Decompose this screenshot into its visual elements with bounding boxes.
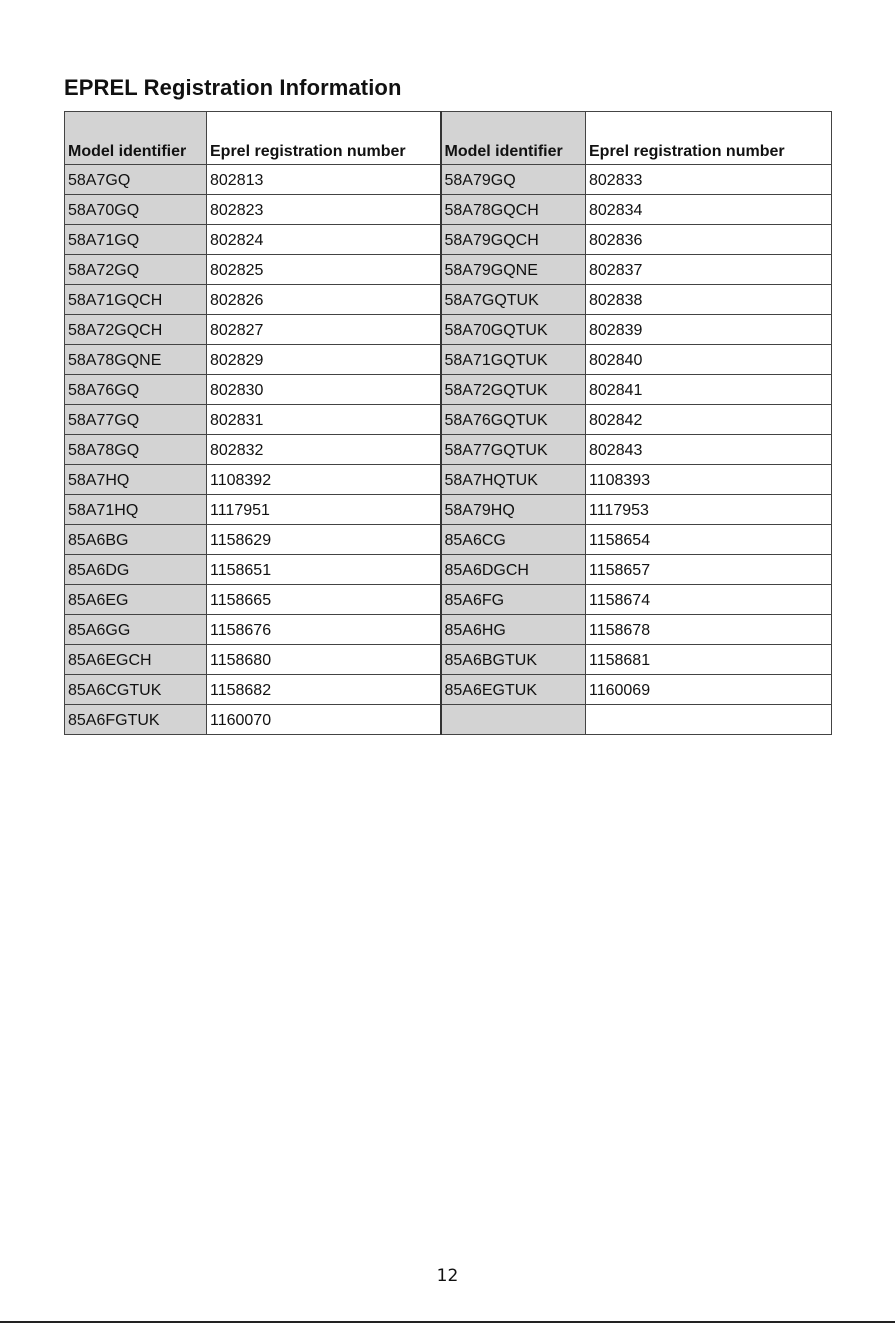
- model-identifier-cell: [441, 705, 586, 735]
- eprel-number-cell: 802842: [586, 405, 832, 435]
- model-identifier-cell: 58A77GQ: [65, 405, 207, 435]
- table-row: [65, 165, 832, 195]
- model-identifier-cell: 58A72GQTUK: [441, 375, 586, 405]
- eprel-number-cell: 802843: [586, 435, 832, 465]
- eprel-number-cell: 1160069: [586, 675, 832, 705]
- model-identifier-cell: 85A6EGCH: [65, 645, 207, 675]
- column-header-eprel-number: Eprel registration number: [207, 112, 441, 165]
- model-identifier-cell: 85A6DGCH: [441, 555, 586, 585]
- model-identifier-cell: 58A71HQ: [65, 495, 207, 525]
- eprel-registration-table: [64, 111, 832, 735]
- eprel-number-cell: 802813: [207, 165, 441, 195]
- bottom-rule: [0, 1321, 895, 1323]
- eprel-number-cell: 802826: [207, 285, 441, 315]
- eprel-number-cell: 802832: [207, 435, 441, 465]
- eprel-number-cell: 1158657: [586, 555, 832, 585]
- eprel-number-cell: 1158676: [207, 615, 441, 645]
- table-row: [65, 615, 832, 645]
- table-row: [65, 675, 832, 705]
- eprel-number-cell: 1158682: [207, 675, 441, 705]
- model-identifier-cell: 58A70GQ: [65, 195, 207, 225]
- eprel-number-cell: 802827: [207, 315, 441, 345]
- table-body: [65, 165, 832, 735]
- table-row: [65, 645, 832, 675]
- eprel-number-cell: [586, 705, 832, 735]
- model-identifier-cell: 85A6GG: [65, 615, 207, 645]
- eprel-number-cell: 802841: [586, 375, 832, 405]
- table-row: [65, 285, 832, 315]
- table-row: [65, 705, 832, 735]
- eprel-number-cell: 802829: [207, 345, 441, 375]
- model-identifier-cell: 58A78GQNE: [65, 345, 207, 375]
- model-identifier-cell: 85A6CG: [441, 525, 586, 555]
- table-row: [65, 405, 832, 435]
- eprel-number-cell: 1158678: [586, 615, 832, 645]
- model-identifier-cell: 58A79GQ: [441, 165, 586, 195]
- table-row: [65, 375, 832, 405]
- table-row: [65, 315, 832, 345]
- table-row: [65, 495, 832, 525]
- eprel-number-cell: 1158680: [207, 645, 441, 675]
- eprel-number-cell: 802839: [586, 315, 832, 345]
- eprel-number-cell: 1117953: [586, 495, 832, 525]
- model-identifier-cell: 58A76GQTUK: [441, 405, 586, 435]
- eprel-number-cell: 1108392: [207, 465, 441, 495]
- eprel-number-cell: 1158651: [207, 555, 441, 585]
- model-identifier-cell: 58A7GQTUK: [441, 285, 586, 315]
- table-row: [65, 525, 832, 555]
- table-row: [65, 585, 832, 615]
- eprel-number-cell: 802833: [586, 165, 832, 195]
- model-identifier-cell: 85A6BGTUK: [441, 645, 586, 675]
- table-row: [65, 195, 832, 225]
- table-row: [65, 465, 832, 495]
- model-identifier-cell: 85A6CGTUK: [65, 675, 207, 705]
- eprel-number-cell: 1158654: [586, 525, 832, 555]
- eprel-number-cell: 1117951: [207, 495, 441, 525]
- model-identifier-cell: 58A7HQ: [65, 465, 207, 495]
- model-identifier-cell: 85A6FG: [441, 585, 586, 615]
- model-identifier-cell: 58A79HQ: [441, 495, 586, 525]
- column-header-model-identifier: Model identifier: [65, 112, 207, 165]
- eprel-number-cell: 802831: [207, 405, 441, 435]
- eprel-number-cell: 802837: [586, 255, 832, 285]
- model-identifier-cell: 58A77GQTUK: [441, 435, 586, 465]
- model-identifier-cell: 58A7HQTUK: [441, 465, 586, 495]
- column-header-model-identifier: Model identifier: [441, 112, 586, 165]
- model-identifier-cell: 58A72GQCH: [65, 315, 207, 345]
- model-identifier-cell: 58A71GQTUK: [441, 345, 586, 375]
- model-identifier-cell: 58A72GQ: [65, 255, 207, 285]
- eprel-number-cell: 802840: [586, 345, 832, 375]
- model-identifier-cell: 58A79GQCH: [441, 225, 586, 255]
- model-identifier-cell: 58A78GQ: [65, 435, 207, 465]
- eprel-number-cell: 802836: [586, 225, 832, 255]
- model-identifier-cell: 58A78GQCH: [441, 195, 586, 225]
- model-identifier-cell: 85A6EGTUK: [441, 675, 586, 705]
- model-identifier-cell: 58A70GQTUK: [441, 315, 586, 345]
- eprel-number-cell: 802823: [207, 195, 441, 225]
- model-identifier-cell: 58A71GQ: [65, 225, 207, 255]
- model-identifier-cell: 85A6HG: [441, 615, 586, 645]
- table-row: [65, 555, 832, 585]
- eprel-number-cell: 1160070: [207, 705, 441, 735]
- model-identifier-cell: 58A76GQ: [65, 375, 207, 405]
- eprel-number-cell: 802824: [207, 225, 441, 255]
- eprel-number-cell: 1158681: [586, 645, 832, 675]
- table-row: [65, 255, 832, 285]
- eprel-number-cell: 1158665: [207, 585, 441, 615]
- eprel-number-cell: 802838: [586, 285, 832, 315]
- model-identifier-cell: 58A79GQNE: [441, 255, 586, 285]
- model-identifier-cell: 58A7GQ: [65, 165, 207, 195]
- eprel-number-cell: 1158629: [207, 525, 441, 555]
- eprel-number-cell: 802834: [586, 195, 832, 225]
- eprel-number-cell: 802830: [207, 375, 441, 405]
- table-row: [65, 435, 832, 465]
- table-row: [65, 345, 832, 375]
- table-row: [65, 225, 832, 255]
- eprel-number-cell: 802825: [207, 255, 441, 285]
- model-identifier-cell: 85A6FGTUK: [65, 705, 207, 735]
- model-identifier-cell: 85A6BG: [65, 525, 207, 555]
- page-number: 12: [436, 1266, 459, 1286]
- model-identifier-cell: 85A6DG: [65, 555, 207, 585]
- page-title: EPREL Registration Information: [64, 75, 402, 100]
- model-identifier-cell: 58A71GQCH: [65, 285, 207, 315]
- eprel-number-cell: 1158674: [586, 585, 832, 615]
- table-header-row: [65, 112, 832, 165]
- column-header-eprel-number: Eprel registration number: [586, 112, 832, 165]
- model-identifier-cell: 85A6EG: [65, 585, 207, 615]
- eprel-number-cell: 1108393: [586, 465, 832, 495]
